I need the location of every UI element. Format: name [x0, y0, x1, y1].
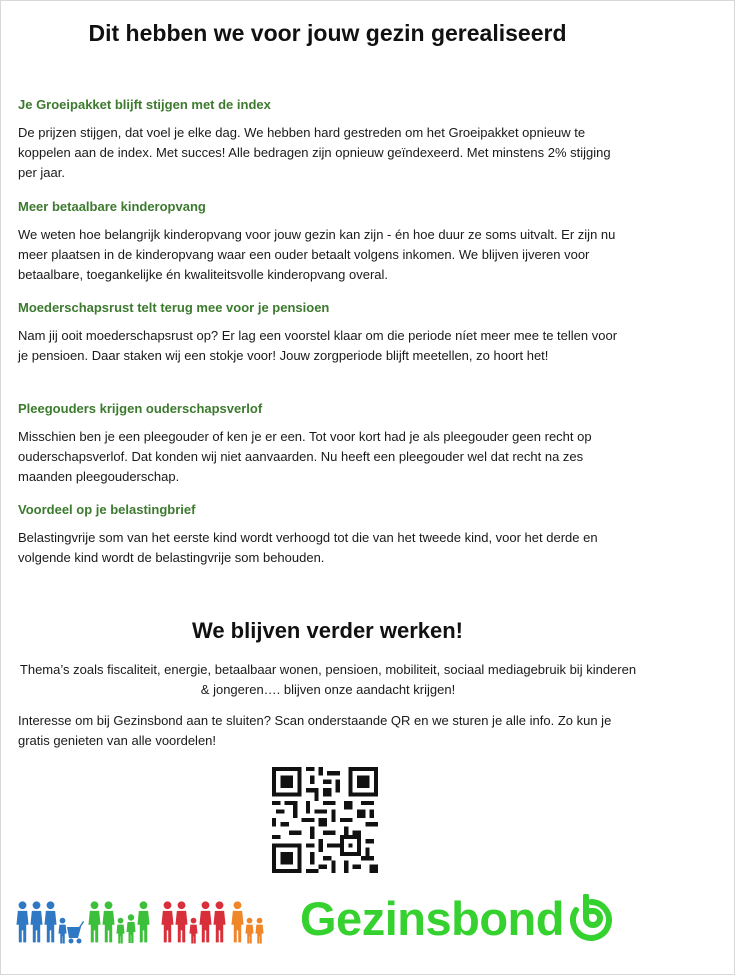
section-body: We weten hoe belangrijk kinderopvang voor jouw gezin kan zijn - én hoe duur ze soms uitvalt. Er zijn nu meer plaatsen in de kinderopvang waar een ouder betaalt volgens inkomen. We blijven ijveren voor betaalbare, toegankelijke én kwaliteitsvolle kinderopvang overal.: [18, 227, 616, 282]
section-moederschapsrust: [18, 300, 628, 366]
subtitle: We blijven verder werken!: [191, 618, 464, 643]
section-body: Misschien ben je een pleegouder of ken je er een. Tot voor kort had je als pleegouder geen recht op ouderschapsverlof. Dat konden wij niet aanvaarden. Nu heeft een pleegouder wel dat recht na zes maanden pleegouderschap.: [18, 429, 592, 484]
themes-text: Thema’s zoals fiscaliteit, energie, betaalbaar wonen, pensioen, mobiliteit, sociaal mediagebruik bij kinderen & jongeren…. blijven onze aandacht krijgen!: [19, 662, 637, 697]
section-belastingbrief: [18, 502, 628, 568]
section-heading: Meer betaalbare kinderopvang: [18, 199, 206, 214]
section-kinderopvang: [18, 199, 628, 285]
section-heading: Je Groeipakket blijft stijgen met de index: [18, 97, 271, 112]
gezinsbond-logo-icon: [568, 894, 614, 942]
interest-text: Interesse om bij Gezinsbond aan te sluiten? Scan onderstaande QR en we sturen je alle info. Zo kun je gratis genieten van alle voordelen!: [18, 713, 612, 748]
section-body: Belastingvrije som van het eerste kind wordt verhoogd tot die van het tweede kind, voor het derde en volgende kind wordt de belastingvrije som behouden.: [18, 530, 598, 565]
gezinsbond-brand[interactable]: [300, 886, 614, 950]
brand-name: Gezinsbond: [300, 891, 564, 945]
qr-code-icon[interactable]: [272, 767, 378, 873]
section-groeipakket: [18, 97, 628, 183]
section-heading: Moederschapsrust telt terug mee voor je pensioen: [18, 300, 330, 315]
section-heading: Voordeel op je belastingbrief: [18, 502, 196, 517]
section-body: Nam jij ooit moederschapsrust op? Er lag een voorstel klaar om die periode níet meer mee te tellen voor je pensioen. Daar staken wij een stokje voor! Jouw zorgperiode blijft meetellen, zo hoort het!: [18, 328, 618, 363]
family-figures-icon: [16, 895, 268, 947]
page-title: Dit hebben we voor jouw gezin gerealiseerd: [88, 20, 567, 46]
section-body: De prijzen stijgen, dat voel je elke dag. We hebben hard gestreden om het Groeipakket opnieuw te koppelen aan de index. Met succes! Alle bedragen zijn opnieuw geïndexeerd. Met minstens 2% stijging per jaar.: [18, 125, 611, 180]
section-pleegouders: [18, 401, 628, 487]
section-heading: Pleegouders krijgen ouderschapsverlof: [18, 401, 263, 416]
